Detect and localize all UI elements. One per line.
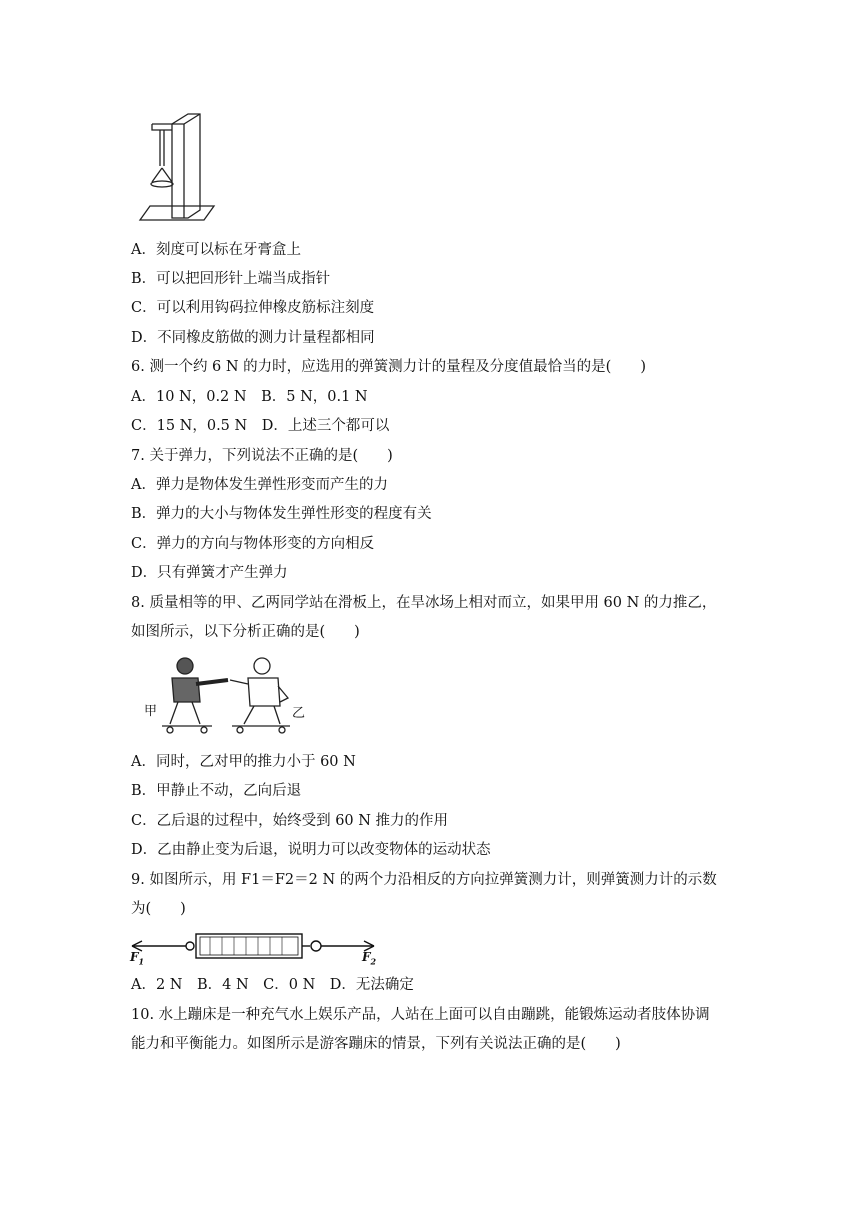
skater-yi-label: 乙 <box>292 706 306 721</box>
q5-option-a: A．刻度可以标在牙膏盒上 <box>131 242 301 258</box>
q10-stem-line1: 10. 水上蹦床是一种充气水上娱乐产品，人站在上面可以自由蹦跳，能锻炼运动者肢体协调 <box>131 1007 710 1023</box>
q6-stem: 6. 测一个约 6 N 的力时，应选用的弹簧测力计的量程及分度值最恰当的是( ) <box>131 359 646 375</box>
q9-stem-line2: 为( ) <box>131 901 186 917</box>
spring-scale-drawing <box>128 926 383 966</box>
force-f2-letter: F <box>362 950 371 964</box>
q9-options: A．2 N B．4 N C．0 N D．无法确定 <box>131 977 414 993</box>
q6-options-ab: A．10 N，0.2 N B．5 N，0.1 N <box>131 389 368 405</box>
skaters-figure <box>140 652 315 742</box>
q8-stem-line1: 8. 质量相等的甲、乙两同学站在滑板上，在旱冰场上相对而立，如果甲用 60 N 的力推乙， <box>131 595 717 611</box>
q8-option-a: A．同时，乙对甲的推力小于 60 N <box>131 754 356 770</box>
q5-option-d: D．不同橡皮筋做的测力计量程都相同 <box>131 330 375 346</box>
q5-option-b: B．可以把回形针上端当成指针 <box>131 271 331 287</box>
dynamometer-box-figure <box>138 110 218 224</box>
q8-stem-line2: 如图所示，以下分析正确的是( ) <box>131 624 360 640</box>
force-f1-subscript: 1 <box>138 956 145 967</box>
q7-option-c: C．弹力的方向与物体形变的方向相反 <box>131 536 375 552</box>
force-f2-label <box>362 950 376 966</box>
skaters-drawing <box>140 652 315 742</box>
q8-option-c: C．乙后退的过程中，始终受到 60 N 推力的作用 <box>131 813 449 829</box>
q7-stem: 7. 关于弹力，下列说法不正确的是( ) <box>131 448 393 464</box>
spring-scale-figure <box>128 926 383 966</box>
q8-option-d: D．乙由静止变为后退，说明力可以改变物体的运动状态 <box>131 842 491 858</box>
force-f1-letter: F <box>130 950 139 964</box>
q8-option-b: B．甲静止不动，乙向后退 <box>131 783 302 799</box>
q7-option-d: D．只有弹簧才产生弹力 <box>131 565 288 581</box>
force-f1-label <box>130 950 144 966</box>
q5-option-c: C．可以利用钩码拉伸橡皮筋标注刻度 <box>131 300 375 316</box>
q7-option-a: A．弹力是物体发生弹性形变而产生的力 <box>131 477 388 493</box>
q7-option-b: B．弹力的大小与物体发生弹性形变的程度有关 <box>131 506 432 522</box>
q6-options-cd: C．15 N，0.5 N D．上述三个都可以 <box>131 418 390 434</box>
force-f2-subscript: 2 <box>370 956 377 967</box>
skater-jia-label: 甲 <box>144 704 158 719</box>
q9-stem-line1: 9. 如图所示，用 F1＝F2＝2 N 的两个力沿相反的方向拉弹簧测力计，则弹簧测力计的示数 <box>131 872 717 888</box>
q10-stem-line2: 能力和平衡能力。如图所示是游客蹦床的情景，下列有关说法正确的是( ) <box>131 1036 621 1052</box>
